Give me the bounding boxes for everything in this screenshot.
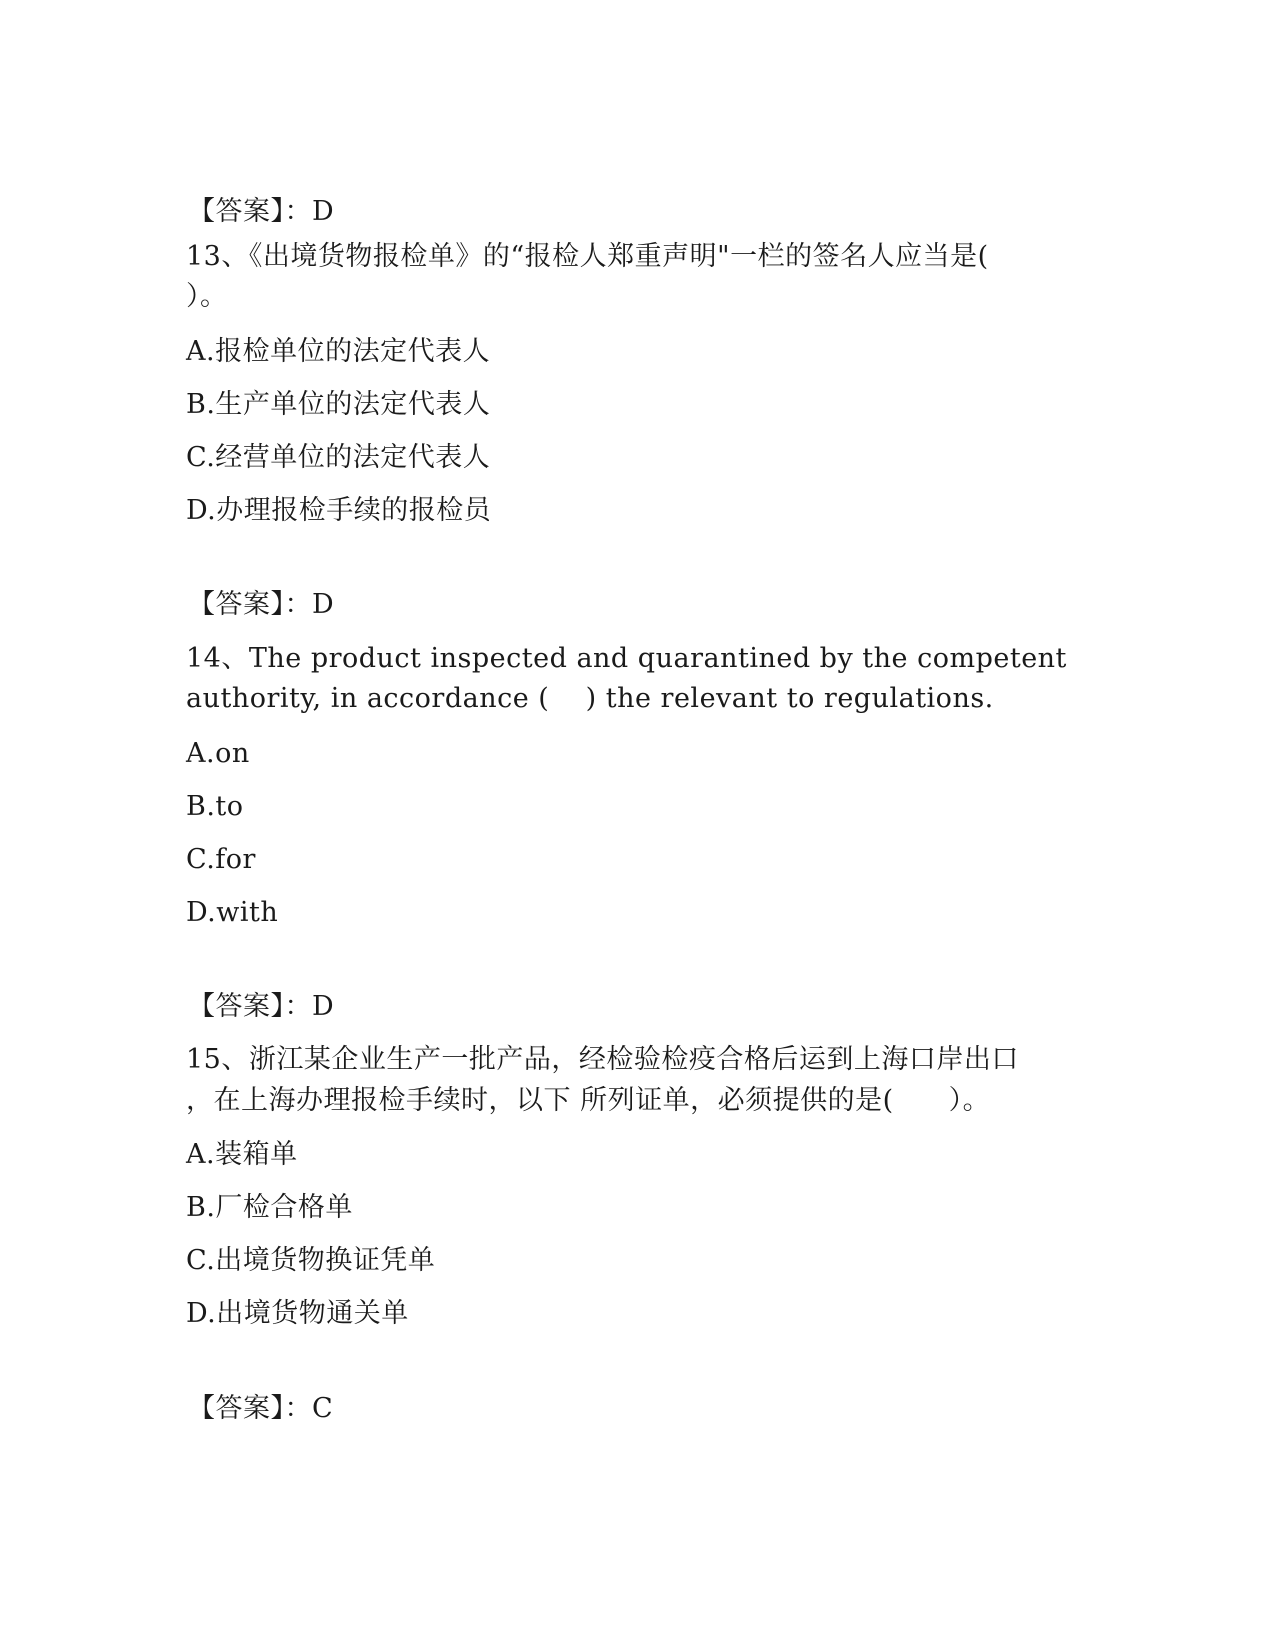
q13-option-d: D.办理报检手续的报检员 [186, 495, 492, 526]
question-13-line1: 13、《出境货物报检单》的“报检人郑重声明"一栏的签名人应当是( [186, 241, 989, 272]
q13-option-c: C.经营单位的法定代表人 [186, 442, 491, 473]
q14-option-d: D.with [186, 897, 279, 928]
answer-q12: 【答案】：D [188, 196, 335, 227]
q14-option-b: B.to [186, 791, 244, 822]
answer-q13: 【答案】：D [188, 589, 335, 620]
q14-option-c: C.for [186, 844, 256, 875]
q13-option-a: A.报检单位的法定代表人 [186, 336, 491, 367]
question-15-line2: ，在上海办理报检手续时，以下 所列证单，必须提供的是( ）。 [186, 1085, 991, 1116]
question-15-line1: 15、浙江某企业生产一批产品，经检验检疫合格后运到上海口岸出口 [186, 1044, 1019, 1075]
question-14-line1: 14、The product inspected and quarantined by the competent [186, 643, 1067, 674]
answer-q14: 【答案】：D [188, 991, 335, 1022]
q13-option-b: B.生产单位的法定代表人 [186, 389, 491, 420]
q15-option-d: D.出境货物通关单 [186, 1298, 409, 1329]
question-13-line2: ）。 [186, 281, 228, 312]
q14-option-a: A.on [186, 738, 250, 769]
q15-option-b: B.厂检合格单 [186, 1192, 353, 1223]
q15-option-a: A.装箱单 [186, 1139, 298, 1170]
question-14-line2: authority, in accordance ( ) the relevant to regulations. [186, 683, 994, 714]
q15-option-c: C.出境货物换证凭单 [186, 1245, 436, 1276]
answer-q15: 【答案】：C [188, 1393, 334, 1424]
